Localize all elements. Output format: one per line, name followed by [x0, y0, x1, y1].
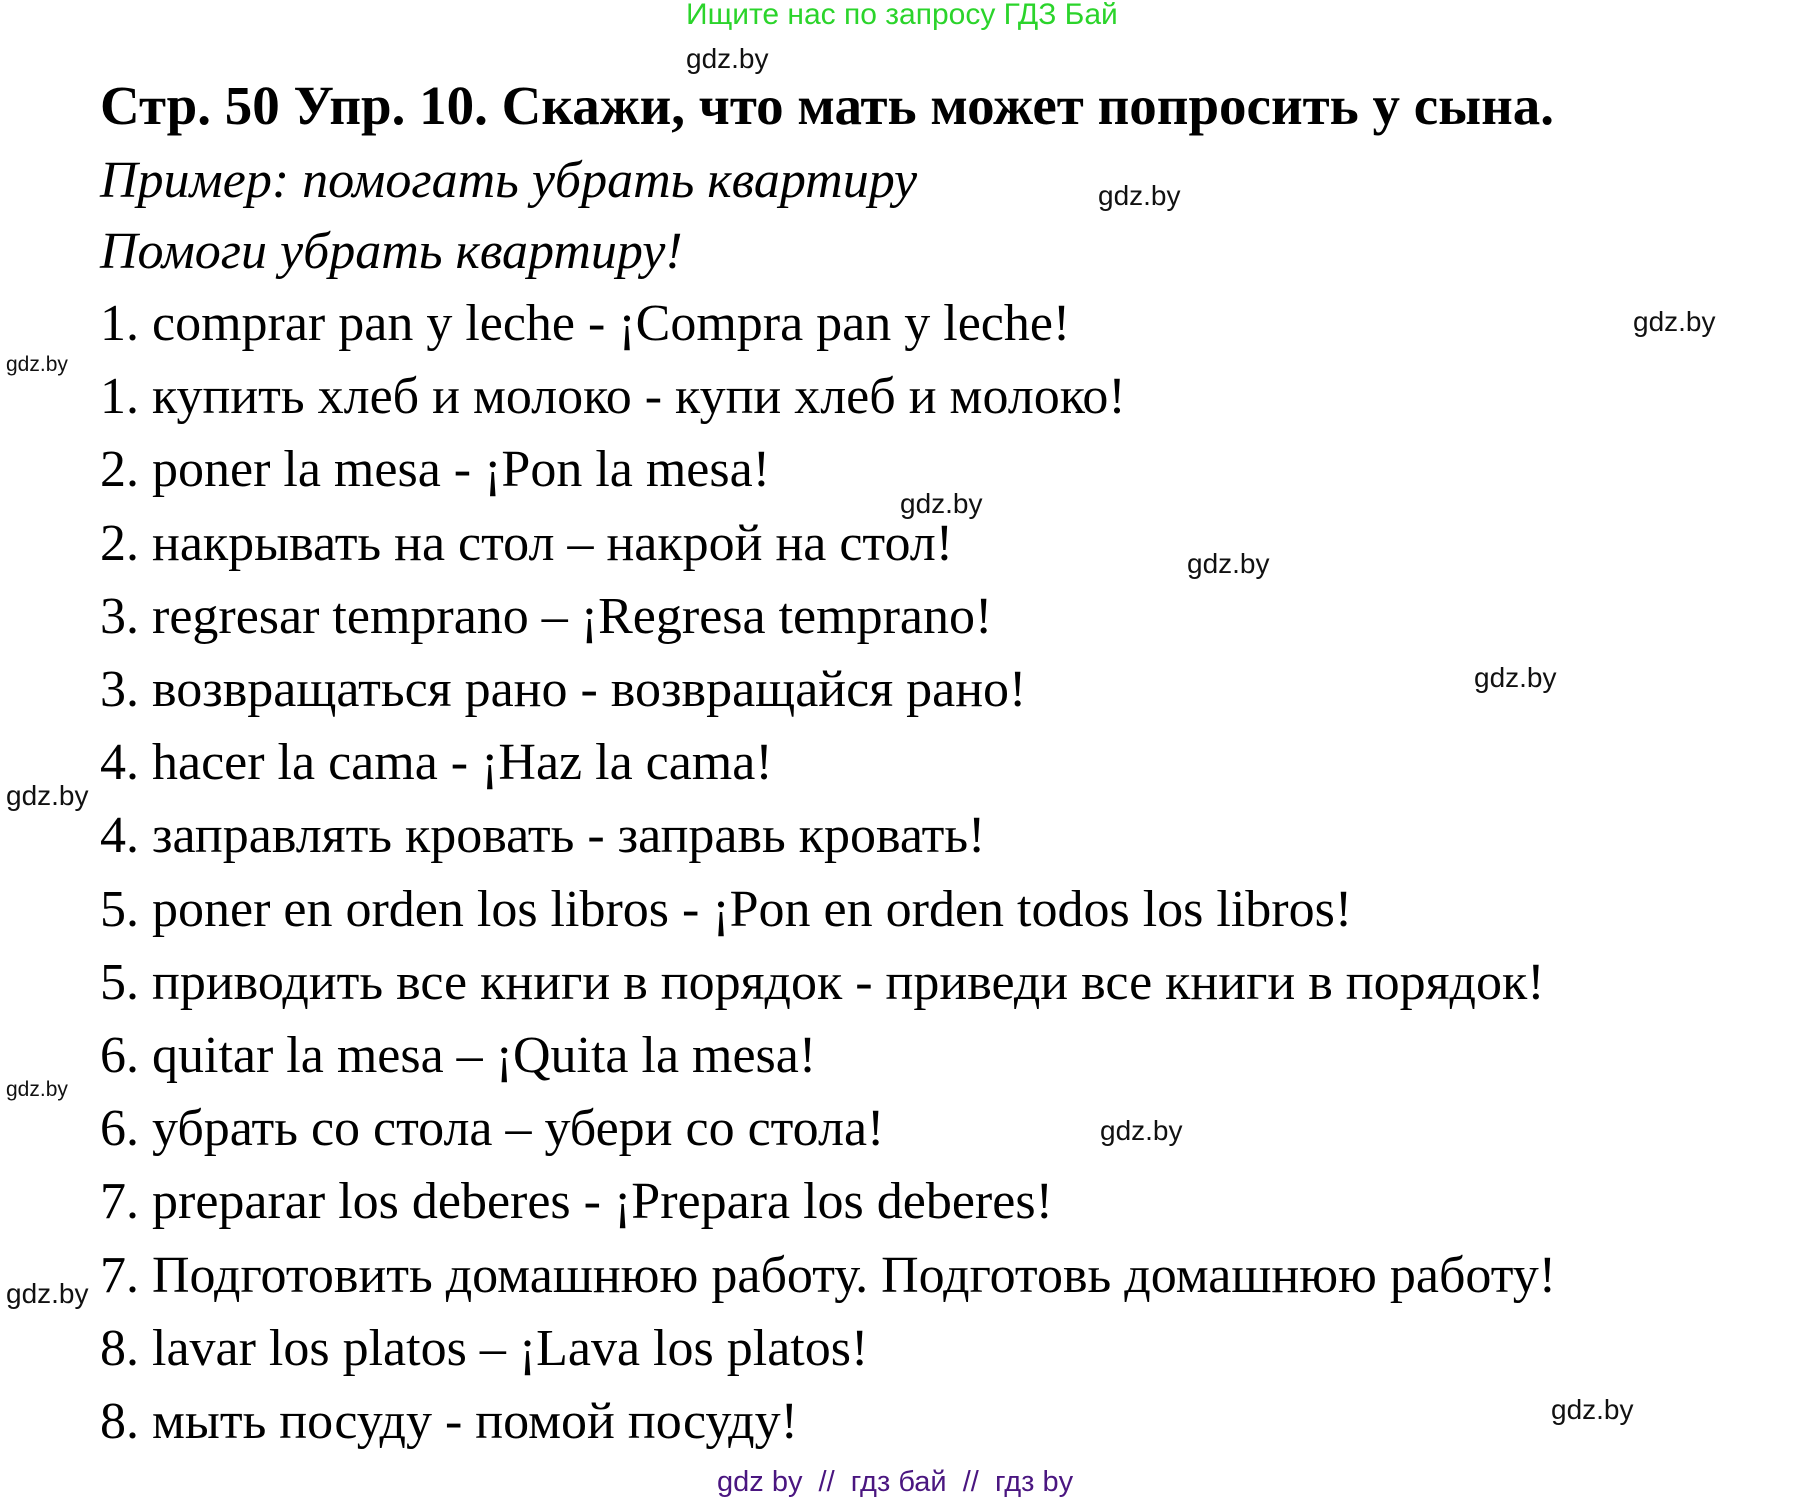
footer-links: gdz by // гдз бай // гдз by	[717, 1466, 1074, 1498]
watermark: gdz.by	[1474, 662, 1557, 693]
answer-line: 1. купить хлеб и молоко - купи хлеб и молоко!	[100, 368, 1126, 426]
watermark: gdz.by	[6, 353, 68, 376]
watermark: gdz.by	[1187, 548, 1270, 579]
watermark: gdz.by	[6, 1278, 89, 1309]
watermark: gdz.by	[1551, 1394, 1634, 1425]
answer-line: 8. lavar los platos – ¡Lava los platos!	[100, 1319, 869, 1377]
watermark: gdz.by	[1098, 180, 1181, 211]
answer-line: 6. убрать со стола – убери со стола!	[100, 1100, 885, 1158]
answer-line: 8. мыть посуду - помой посуду!	[100, 1393, 798, 1450]
answer-line: 6. quitar la mesa – ¡Quita la mesa!	[100, 1027, 817, 1084]
watermark: gdz.by	[686, 43, 769, 74]
answer-line: 2. накрывать на стол – накрой на стол!	[100, 514, 954, 572]
answer-line: 3. regresar temprano – ¡Regresa temprano!	[100, 587, 993, 645]
answer-line: 7. Подготовить домашнюю работу. Подготовь домашнюю работу!	[100, 1246, 1557, 1304]
example-prompt: Пример: помогать убрать квартиру	[100, 152, 918, 209]
answer-line: 5. приводить все книги в порядок - приведи все книги в порядок!	[100, 953, 1545, 1011]
answer-line: 7. preparar los deberes - ¡Prepara los deberes!	[100, 1173, 1053, 1231]
answer-line: 5. poner en orden los libros - ¡Pon en orden todos los libros!	[100, 880, 1353, 938]
watermark: gdz.by	[1100, 1115, 1183, 1146]
watermark: gdz.by	[1633, 306, 1716, 337]
answer-line: 2. poner la mesa - ¡Pon la mesa!	[100, 441, 771, 499]
search-banner: Ищите нас по запросу ГДЗ Бай	[686, 0, 1118, 31]
watermark: gdz.by	[6, 1078, 68, 1101]
answer-line: 3. возвращаться рано - возвращайся рано!	[100, 661, 1027, 718]
answer-line: 4. заправлять кровать - заправь кровать!	[100, 807, 986, 865]
answer-line: 1. comprar pan y leche - ¡Compra pan y leche!	[100, 295, 1071, 352]
page-title: Стр. 50 Упр. 10. Скажи, что мать может попросить у сына.	[100, 75, 1555, 136]
example-answer: Помоги убрать квартиру!	[100, 223, 683, 280]
watermark: gdz.by	[900, 488, 983, 519]
answer-line: 4. hacer la cama - ¡Haz la cama!	[100, 734, 773, 792]
watermark: gdz.by	[6, 780, 89, 811]
